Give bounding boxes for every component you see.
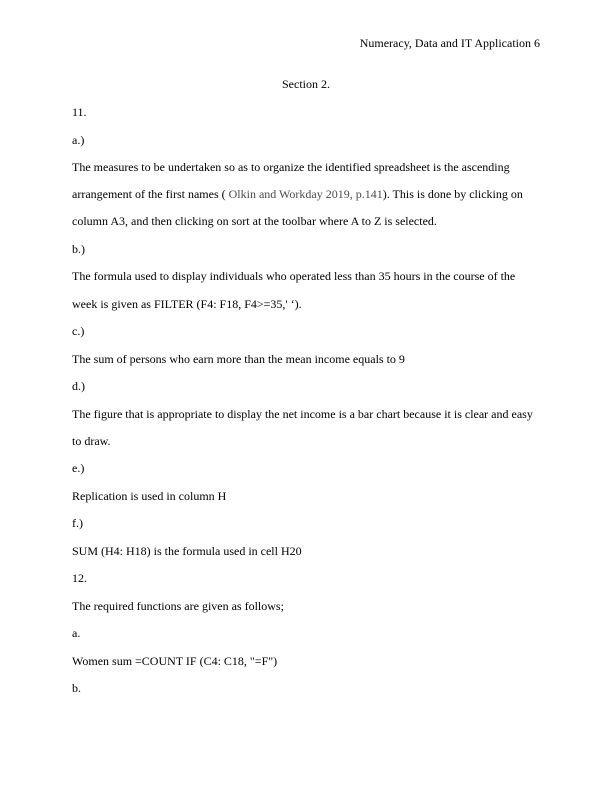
paragraph-line: column A3, and then clicking on sort at the toolbar where A to Z is selected. bbox=[72, 214, 437, 228]
citation: Olkin and Workday 2019, p.141 bbox=[228, 187, 383, 201]
paragraph-line-with-citation bbox=[72, 187, 523, 202]
paragraph-line: The required functions are given as follows; bbox=[72, 599, 284, 613]
paragraph-line: The sum of persons who earn more than the mean income equals to 9 bbox=[72, 352, 405, 366]
subquestion-label: b. bbox=[72, 681, 81, 695]
subquestion-label: b.) bbox=[72, 242, 85, 256]
subquestion-label: f.) bbox=[72, 516, 83, 530]
paragraph-line: to draw. bbox=[72, 434, 111, 448]
subquestion-label: a.) bbox=[72, 133, 85, 147]
paragraph-line: SUM (H4: H18) is the formula used in cell H20 bbox=[72, 544, 302, 558]
paragraph-line: week is given as FILTER (F4: F18, F4>=35,' ‘). bbox=[72, 297, 302, 311]
paragraph-line: The measures to be undertaken so as to organize the identified spreadsheet is the ascending bbox=[72, 160, 510, 174]
subquestion-label: c.) bbox=[72, 324, 85, 338]
paragraph-line: Women sum =COUNT IF (C4: C18, "=F") bbox=[72, 654, 278, 668]
paragraph-line: The formula used to display individuals who operated less than 35 hours in the course of the bbox=[72, 269, 516, 283]
paragraph-text: ). This is done by clicking on bbox=[382, 187, 523, 201]
subquestion-label: d.) bbox=[72, 379, 85, 393]
subquestion-label: e.) bbox=[72, 461, 85, 475]
question-number: 12. bbox=[72, 571, 87, 585]
paragraph-text: arrangement of the first names ( bbox=[72, 187, 229, 201]
paragraph-line: Replication is used in column H bbox=[72, 489, 227, 503]
paragraph-line: The figure that is appropriate to display the net income is a bar chart because it is clear and easy bbox=[72, 407, 533, 421]
section-title: Section 2. bbox=[282, 77, 330, 91]
running-head: Numeracy, Data and IT Application 6 bbox=[359, 36, 540, 50]
subquestion-label: a. bbox=[72, 626, 81, 640]
question-number: 11. bbox=[72, 105, 87, 119]
